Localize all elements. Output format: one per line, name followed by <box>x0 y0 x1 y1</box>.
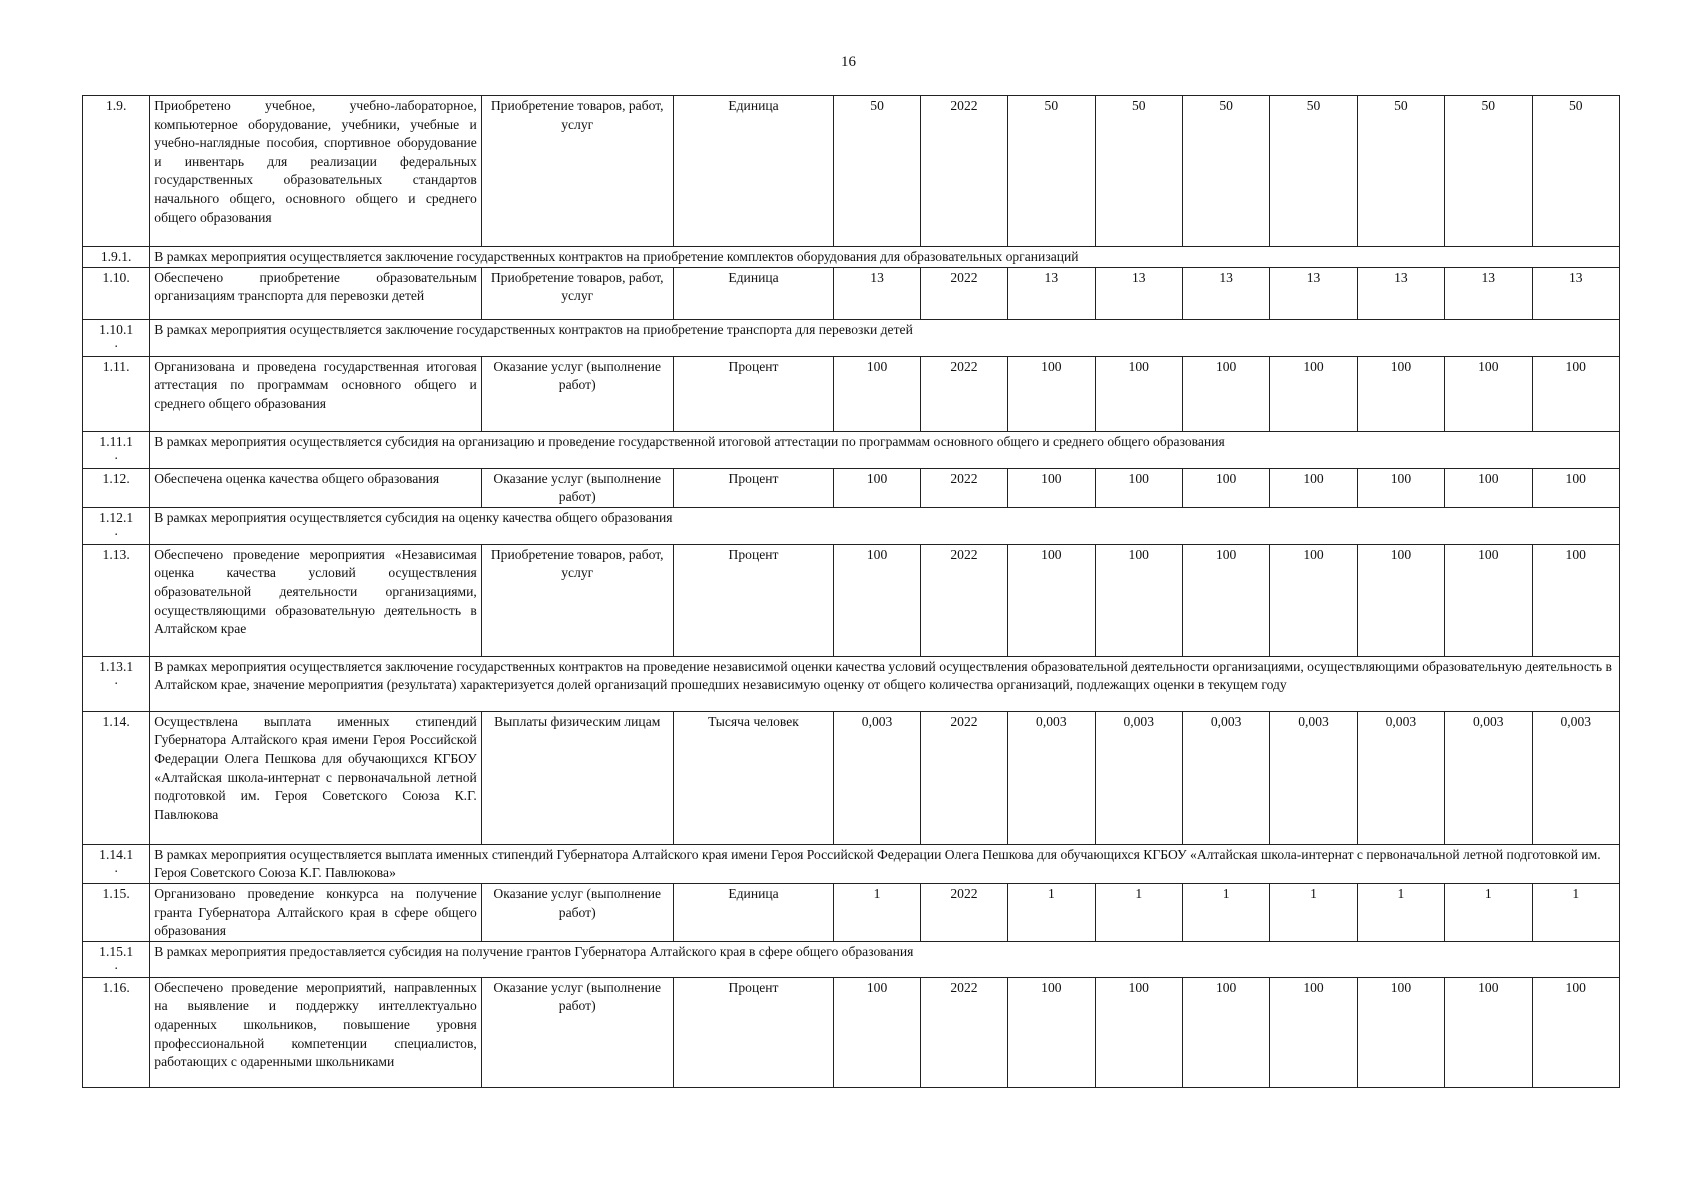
table-note-row <box>83 319 1620 356</box>
base-value: 13 <box>834 267 920 319</box>
year-value: 100 <box>1357 468 1444 507</box>
year-value: 100 <box>1008 356 1095 431</box>
year-value: 100 <box>1270 977 1357 1087</box>
wrap-dot: . <box>114 860 118 876</box>
base-year: 2022 <box>920 356 1007 431</box>
year-value: 100 <box>1532 544 1620 656</box>
year-value: 100 <box>1008 977 1095 1087</box>
year-value: 100 <box>1270 544 1357 656</box>
table-note-row <box>83 656 1620 711</box>
year-value: 100 <box>1182 977 1269 1087</box>
activity-type: Оказание услуг (выполнение работ) <box>481 356 673 431</box>
year-value: 100 <box>1095 468 1182 507</box>
year-value: 50 <box>1357 96 1444 247</box>
note-text: В рамках мероприятия осуществляется заключение государственных контрактов на приобретение транспорта для перевозки детей <box>150 319 1620 356</box>
row-number: 1.16. <box>83 977 150 1087</box>
year-value: 100 <box>1532 977 1620 1087</box>
note-number-text: 1.10.1 <box>99 321 134 337</box>
wrap-dot: . <box>114 672 118 688</box>
year-value: 50 <box>1532 96 1620 247</box>
note-number <box>83 844 150 883</box>
note-number-text: 1.11.1 <box>99 433 133 449</box>
row-number: 1.10. <box>83 267 150 319</box>
row-number: 1.9. <box>83 96 150 247</box>
year-value: 1 <box>1445 883 1532 941</box>
unit-of-measure: Процент <box>673 977 834 1087</box>
table-note-row <box>83 247 1620 268</box>
year-value: 0,003 <box>1445 711 1532 844</box>
base-value: 100 <box>834 356 920 431</box>
note-number <box>83 247 150 268</box>
year-value: 50 <box>1095 96 1182 247</box>
table-note-row <box>83 431 1620 468</box>
note-text: В рамках мероприятия предоставляется субсидия на получение грантов Губернатора Алтайского края в сфере общего образования <box>150 941 1620 977</box>
year-value: 0,003 <box>1095 711 1182 844</box>
unit-of-measure: Единица <box>673 96 834 247</box>
year-value: 1 <box>1357 883 1444 941</box>
wrap-dot: . <box>114 523 118 539</box>
note-number-text: 1.15.1 <box>99 943 134 959</box>
activity-type: Выплаты физическим лицам <box>481 711 673 844</box>
note-text: В рамках мероприятия осуществляется заключение государственных контрактов на приобретение комплектов оборудования для образовательных организаций <box>150 247 1620 268</box>
activity-type: Приобретение товаров, работ, услуг <box>481 544 673 656</box>
table-row <box>83 468 1620 507</box>
indicator-name: Организовано проведение конкурса на получение гранта Губернатора Алтайского края в сфере общего образования <box>150 883 482 941</box>
year-value: 13 <box>1008 267 1095 319</box>
note-text: В рамках мероприятия осуществляется субсидия на организацию и проведение государственной итоговой аттестации по программам основного общего и среднего общего образования <box>150 431 1620 468</box>
year-value: 100 <box>1532 356 1620 431</box>
base-year: 2022 <box>920 96 1007 247</box>
unit-of-measure: Процент <box>673 468 834 507</box>
table-row <box>83 356 1620 431</box>
wrap-dot: . <box>114 447 118 463</box>
year-value: 100 <box>1182 544 1269 656</box>
indicator-name: Приобретено учебное, учебно-лабораторное, компьютерное оборудование, учебники, учебные и учебно-наглядные пособия, спортивное оборудование и инвентарь для реализации федеральных государственных образовательных стандартов начального общего, основного общего и среднего общего образования <box>150 96 482 247</box>
year-value: 13 <box>1182 267 1269 319</box>
year-value: 13 <box>1270 267 1357 319</box>
row-number: 1.15. <box>83 883 150 941</box>
table-row <box>83 977 1620 1087</box>
note-text: В рамках мероприятия осуществляется заключение государственных контрактов на проведение независимой оценки качества условий осуществления образовательной деятельности организациями, осуществляющими образовательную деятельность в Алтайском крае, значение мероприятия (результата) характеризуется долей организаций прошедших независимую оценку от общего количества организаций, подлежащих оценки в текущем году <box>150 656 1620 711</box>
note-text: В рамках мероприятия осуществляется субсидия на оценку качества общего образования <box>150 507 1620 544</box>
table-note-row <box>83 844 1620 883</box>
year-value: 100 <box>1095 977 1182 1087</box>
indicator-name: Обеспечена оценка качества общего образования <box>150 468 482 507</box>
year-value: 100 <box>1357 977 1444 1087</box>
note-number <box>83 507 150 544</box>
year-value: 50 <box>1182 96 1269 247</box>
base-year: 2022 <box>920 977 1007 1087</box>
base-year: 2022 <box>920 883 1007 941</box>
year-value: 13 <box>1095 267 1182 319</box>
year-value: 1 <box>1532 883 1620 941</box>
note-number-text: 1.13.1 <box>99 658 134 674</box>
base-year: 2022 <box>920 711 1007 844</box>
year-value: 100 <box>1008 468 1095 507</box>
note-number <box>83 319 150 356</box>
year-value: 1 <box>1270 883 1357 941</box>
indicator-name: Обеспечено проведение мероприятий, направленных на выявление и поддержку интеллектуально одаренных школьников, повышение уровня профессиональной компетенции специалистов, работающих с одаренными школьниками <box>150 977 482 1087</box>
indicator-name: Осуществлена выплата именных стипендий Губернатора Алтайского края имени Героя Российской Федерации Олега Пешкова для обучающихся КГБОУ «Алтайская школа-интернат с первоначальной летной подготовкой им. Героя Советского Союза К.Г. Павлюкова <box>150 711 482 844</box>
year-value: 100 <box>1095 544 1182 656</box>
wrap-dot: . <box>114 335 118 351</box>
year-value: 1 <box>1095 883 1182 941</box>
year-value: 13 <box>1445 267 1532 319</box>
indicator-name: Организована и проведена государственная итоговая аттестация по программам основного общего и среднего общего образования <box>150 356 482 431</box>
year-value: 0,003 <box>1532 711 1620 844</box>
table-note-row <box>83 941 1620 977</box>
activity-type: Оказание услуг (выполнение работ) <box>481 883 673 941</box>
base-value: 100 <box>834 468 920 507</box>
unit-of-measure: Процент <box>673 356 834 431</box>
year-value: 100 <box>1182 356 1269 431</box>
year-value: 100 <box>1270 356 1357 431</box>
base-value: 100 <box>834 977 920 1087</box>
year-value: 0,003 <box>1357 711 1444 844</box>
row-number: 1.11. <box>83 356 150 431</box>
table-body <box>83 96 1620 1088</box>
activity-type: Оказание услуг (выполнение работ) <box>481 977 673 1087</box>
base-value: 0,003 <box>834 711 920 844</box>
table-row <box>83 883 1620 941</box>
table-row <box>83 544 1620 656</box>
year-value: 100 <box>1532 468 1620 507</box>
table-row <box>83 711 1620 844</box>
unit-of-measure: Тысяча человек <box>673 711 834 844</box>
indicators-table <box>82 95 1620 1088</box>
year-value: 100 <box>1357 356 1444 431</box>
wrap-dot: . <box>114 957 118 973</box>
activity-type: Приобретение товаров, работ, услуг <box>481 267 673 319</box>
year-value: 50 <box>1270 96 1357 247</box>
year-value: 100 <box>1445 544 1532 656</box>
row-number: 1.13. <box>83 544 150 656</box>
note-number-text: 1.12.1 <box>99 509 134 525</box>
year-value: 100 <box>1182 468 1269 507</box>
note-number <box>83 941 150 977</box>
table-note-row <box>83 507 1620 544</box>
table-row <box>83 96 1620 247</box>
year-value: 13 <box>1357 267 1444 319</box>
indicator-name: Обеспечено проведение мероприятия «Независимая оценка качества условий осуществления образовательной деятельности организациями, осуществляющими образовательную деятельность в Алтайском крае <box>150 544 482 656</box>
table-row <box>83 267 1620 319</box>
page-number: 16 <box>841 54 856 70</box>
year-value: 0,003 <box>1270 711 1357 844</box>
year-value: 0,003 <box>1182 711 1269 844</box>
base-year: 2022 <box>920 468 1007 507</box>
year-value: 100 <box>1445 468 1532 507</box>
year-value: 100 <box>1445 356 1532 431</box>
indicator-name: Обеспечено приобретение образовательным организациям транспорта для перевозки детей <box>150 267 482 319</box>
base-value: 100 <box>834 544 920 656</box>
activity-type: Оказание услуг (выполнение работ) <box>481 468 673 507</box>
unit-of-measure: Единица <box>673 267 834 319</box>
note-number <box>83 431 150 468</box>
note-number <box>83 656 150 711</box>
unit-of-measure: Единица <box>673 883 834 941</box>
row-number: 1.14. <box>83 711 150 844</box>
note-text: В рамках мероприятия осуществляется выплата именных стипендий Губернатора Алтайского края имени Героя Российской Федерации Олега Пешкова для обучающихся КГБОУ «Алтайская школа-интернат с первоначальной летной подготовкой им. Героя Советского Союза К.Г. Павлюкова» <box>150 844 1620 883</box>
year-value: 100 <box>1445 977 1532 1087</box>
year-value: 50 <box>1008 96 1095 247</box>
year-value: 50 <box>1445 96 1532 247</box>
base-value: 50 <box>834 96 920 247</box>
row-number: 1.12. <box>83 468 150 507</box>
year-value: 13 <box>1532 267 1620 319</box>
unit-of-measure: Процент <box>673 544 834 656</box>
year-value: 100 <box>1008 544 1095 656</box>
activity-type: Приобретение товаров, работ, услуг <box>481 96 673 247</box>
year-value: 100 <box>1270 468 1357 507</box>
base-year: 2022 <box>920 544 1007 656</box>
note-number-text: 1.14.1 <box>99 846 134 862</box>
base-year: 2022 <box>920 267 1007 319</box>
base-value: 1 <box>834 883 920 941</box>
note-number-text: 1.9.1. <box>100 249 132 264</box>
year-value: 1 <box>1182 883 1269 941</box>
year-value: 0,003 <box>1008 711 1095 844</box>
year-value: 1 <box>1008 883 1095 941</box>
year-value: 100 <box>1095 356 1182 431</box>
year-value: 100 <box>1357 544 1444 656</box>
